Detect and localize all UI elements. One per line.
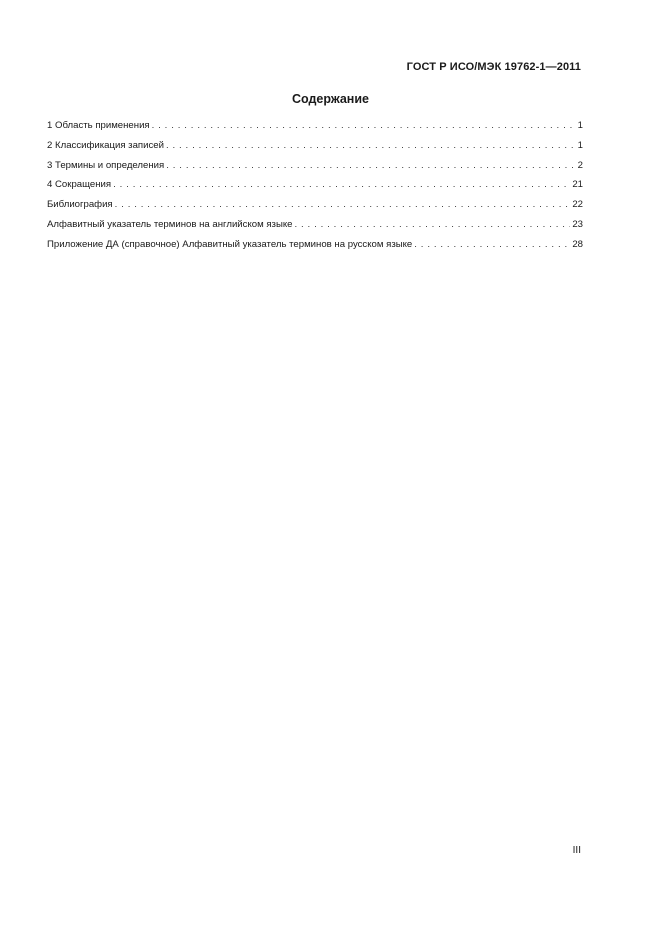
toc-entry-page: 2	[577, 159, 583, 171]
toc-entry-label: Алфавитный указатель терминов на английском языке	[47, 218, 293, 230]
toc-entry-label: 4 Сокращения	[47, 179, 112, 191]
toc-entry-terms[interactable]	[47, 159, 583, 179]
toc-entry-label: Библиография	[47, 199, 113, 211]
toc-entry-label: 3 Термины и определения	[47, 159, 165, 171]
toc-title: Содержание	[291, 92, 369, 106]
toc-entry-page: 21	[572, 179, 583, 191]
toc-entry-abbreviations[interactable]	[47, 178, 583, 198]
toc-entry-page: 1	[577, 139, 583, 151]
toc-entry-page: 28	[572, 238, 583, 250]
dot-leader	[152, 119, 576, 133]
toc-entry-english-index[interactable]	[47, 218, 583, 238]
toc-entry-page: 1	[577, 120, 583, 131]
toc-entry-scope[interactable]	[47, 119, 583, 139]
dot-leader	[295, 218, 571, 232]
dot-leader	[115, 198, 571, 212]
toc-entry-classification[interactable]	[47, 139, 583, 159]
toc-entry-bibliography[interactable]	[47, 198, 583, 218]
toc-entry-label: 2 Классификация записей	[47, 139, 164, 151]
toc-entry-label: 1 Область применения	[47, 120, 150, 131]
toc-entry-page: 23	[572, 218, 583, 230]
dot-leader	[166, 139, 576, 153]
toc-entry-label: Приложение ДА (справочное) Алфавитный указатель терминов на русском языке	[47, 238, 413, 250]
table-of-contents	[47, 119, 583, 258]
dot-leader	[113, 178, 570, 192]
toc-entry-appendix-russian-index[interactable]	[47, 238, 583, 258]
toc-entry-page: 22	[572, 199, 583, 211]
standard-designation: ГОСТ Р ИСО/МЭК 19762-1—2011	[406, 61, 581, 73]
dot-leader	[166, 159, 575, 173]
page-number: III	[572, 845, 581, 856]
dot-leader	[414, 238, 570, 252]
